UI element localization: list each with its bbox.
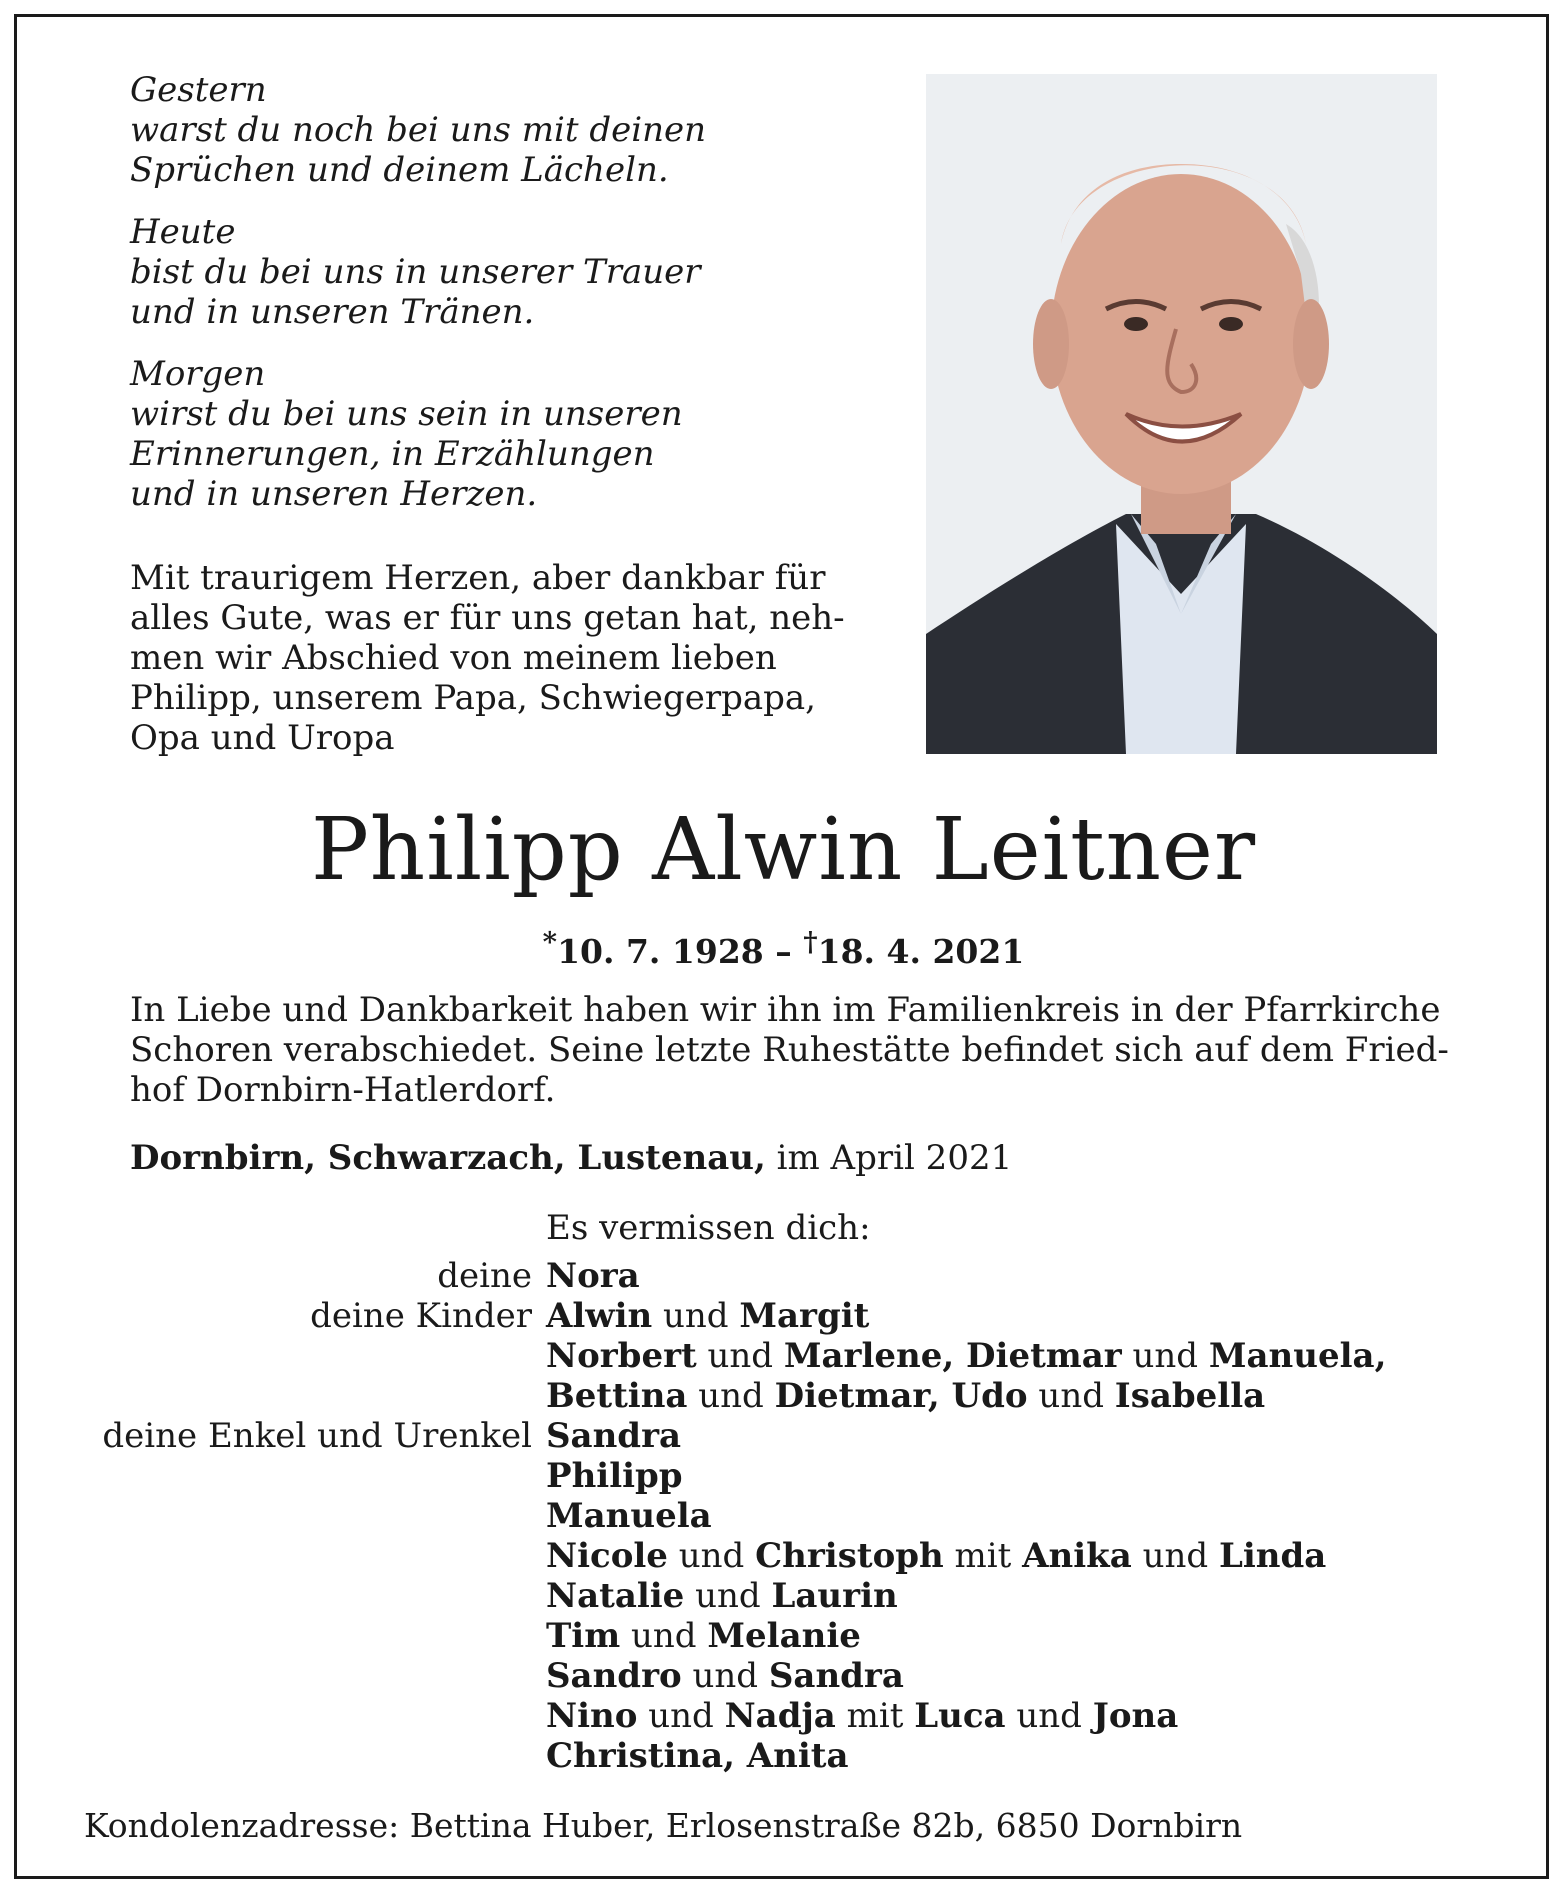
mourner-row xyxy=(0,1456,1567,1496)
poem-line: und in unseren Tränen. xyxy=(130,292,535,332)
intro-line: alles Gute, was er für uns getan hat, neh- xyxy=(130,598,845,638)
mourner-name: Philipp xyxy=(546,1456,683,1496)
intro-text xyxy=(130,558,845,758)
mourner-name: Dietmar, Udo xyxy=(774,1376,1028,1416)
mourner-connector: und xyxy=(696,1336,784,1376)
mourner-row xyxy=(0,1576,1567,1616)
mourner-row xyxy=(0,1536,1567,1576)
mourner-connector: und xyxy=(637,1696,725,1736)
mourner-connector: und xyxy=(687,1376,775,1416)
intro-line: Mit traurigem Herzen, aber dankbar für xyxy=(130,558,826,598)
mourner-name: Sandra xyxy=(768,1656,904,1696)
portrait-photo xyxy=(926,74,1437,754)
mourner-names xyxy=(546,1416,681,1456)
mourner-name: Bettina xyxy=(546,1376,688,1416)
mourner-relation: deine xyxy=(437,1256,532,1296)
mourner-name: Tim xyxy=(546,1616,621,1656)
intro-line: Philipp, unserem Papa, Schwiegerpapa, xyxy=(130,678,816,718)
poem-stanza xyxy=(130,354,830,514)
poem-line: wirst du bei uns sein in unseren xyxy=(130,394,683,434)
mourner-name: Natalie xyxy=(546,1576,685,1616)
poem-line: Sprüchen und deinem Lächeln. xyxy=(130,150,669,190)
mourner-relation: deine Enkel und Urenkel xyxy=(102,1416,532,1456)
mourner-names xyxy=(546,1616,861,1656)
poem-line: Heute xyxy=(130,212,236,252)
mourner-name: Luca xyxy=(914,1696,1006,1736)
poem-line: warst du noch bei uns mit deinen xyxy=(130,110,707,150)
mourner-connector: und xyxy=(1027,1376,1115,1416)
mourner-row xyxy=(0,1256,1567,1296)
mourner-name: Nicole xyxy=(546,1536,668,1576)
intro-line: men wir Abschied von meinem lieben xyxy=(130,638,777,678)
mourner-name: Manuela xyxy=(546,1496,712,1536)
mourner-names xyxy=(546,1456,683,1496)
mourner-connector: und xyxy=(652,1296,740,1336)
intro-line: Opa und Uropa xyxy=(130,718,395,758)
birth-date: 10. 7. 1928 xyxy=(557,932,764,971)
mourner-row xyxy=(0,1376,1567,1416)
poem-line: bist du bei uns in unserer Trauer xyxy=(130,252,701,292)
mourner-name: Alwin xyxy=(546,1296,653,1336)
mourner-names xyxy=(546,1376,1265,1416)
poem xyxy=(130,70,830,536)
death-date: 18. 4. 2021 xyxy=(817,932,1025,971)
mourner-row xyxy=(0,1656,1567,1696)
mourner-name: Nadja xyxy=(724,1696,836,1736)
poem-stanza xyxy=(130,70,830,190)
portrait-illustration xyxy=(926,74,1437,754)
mourner-name: Christina, Anita xyxy=(546,1736,849,1776)
funeral-info-line: hof Dornbirn-Hatlerdorf. xyxy=(130,1070,556,1110)
date-separator: – xyxy=(763,932,804,971)
mourner-connector: und xyxy=(667,1536,756,1576)
mourner-row xyxy=(0,1416,1567,1456)
mourners-heading: Es vermissen dich: xyxy=(546,1208,871,1248)
mourner-name: Linda xyxy=(1218,1536,1327,1576)
mourner-name: Sandra xyxy=(546,1416,682,1456)
place-and-date xyxy=(130,1138,1430,1178)
month-year: im April 2021 xyxy=(765,1138,1013,1178)
mourner-connector: und xyxy=(1131,1536,1219,1576)
mourners-list xyxy=(0,1256,1567,1776)
poem-stanza xyxy=(130,212,830,332)
mourner-names xyxy=(546,1536,1326,1576)
mourner-name: Nora xyxy=(546,1256,640,1296)
mourner-names xyxy=(546,1736,849,1776)
mourner-name: Jona xyxy=(1092,1696,1179,1736)
mourner-name: Marlene, Dietmar xyxy=(783,1336,1122,1376)
mourner-row xyxy=(0,1696,1567,1736)
mourner-name: Nino xyxy=(546,1696,638,1736)
mourner-name: Sandro xyxy=(546,1656,682,1696)
mourner-names xyxy=(546,1696,1178,1736)
mourner-names xyxy=(546,1576,898,1616)
mourner-name: Manuela, xyxy=(1208,1336,1387,1376)
mourner-names xyxy=(546,1296,869,1336)
condolence-address: Kondolenzadresse: Bettina Huber, Erlosenstraße 82b, 6850 Dornbirn xyxy=(84,1806,1243,1845)
funeral-info-line: In Liebe und Dankbarkeit haben wir ihn im Familienkreis in der Pfarrkirche xyxy=(130,990,1441,1030)
mourner-name: Melanie xyxy=(707,1616,861,1656)
mourner-connector: und xyxy=(681,1656,769,1696)
mourner-name: Margit xyxy=(739,1296,870,1336)
mourner-name: Laurin xyxy=(771,1576,898,1616)
mourner-connector: mit xyxy=(943,1536,1023,1576)
towns: Dornbirn, Schwarzach, Lustenau, xyxy=(130,1138,766,1178)
funeral-info-line: Schoren verabschiedet. Seine letzte Ruhestätte befindet sich auf dem Fried- xyxy=(130,1030,1449,1070)
funeral-info xyxy=(130,990,1449,1110)
mourner-connector: und xyxy=(684,1576,772,1616)
mourner-names xyxy=(546,1656,904,1696)
mourner-names xyxy=(546,1256,640,1296)
mourner-name: Isabella xyxy=(1114,1376,1266,1416)
mourner-row xyxy=(0,1296,1567,1336)
mourner-row xyxy=(0,1336,1567,1376)
poem-line: Gestern xyxy=(130,70,267,110)
poem-line: Morgen xyxy=(130,354,266,394)
mourner-relation: deine Kinder xyxy=(310,1296,532,1336)
mourner-connector: mit xyxy=(835,1696,915,1736)
mourner-connector: und xyxy=(1121,1336,1209,1376)
mourner-name: Norbert xyxy=(546,1336,697,1376)
mourner-names xyxy=(546,1496,712,1536)
mourner-name: Anika xyxy=(1022,1536,1132,1576)
mourner-connector: und xyxy=(1005,1696,1093,1736)
life-dates xyxy=(0,922,1567,972)
birth-symbol: * xyxy=(542,926,558,958)
mourner-row xyxy=(0,1496,1567,1536)
mourner-row xyxy=(0,1736,1567,1776)
poem-line: und in unseren Herzen. xyxy=(130,474,538,514)
mourner-row xyxy=(0,1616,1567,1656)
death-symbol: † xyxy=(803,926,818,958)
deceased-name: Philipp Alwin Leitner xyxy=(310,800,1257,900)
mourner-connector: und xyxy=(620,1616,708,1656)
mourner-names xyxy=(546,1336,1386,1376)
mourner-name: Christoph xyxy=(755,1536,944,1576)
poem-line: Erinnerungen, in Erzählungen xyxy=(130,434,655,474)
